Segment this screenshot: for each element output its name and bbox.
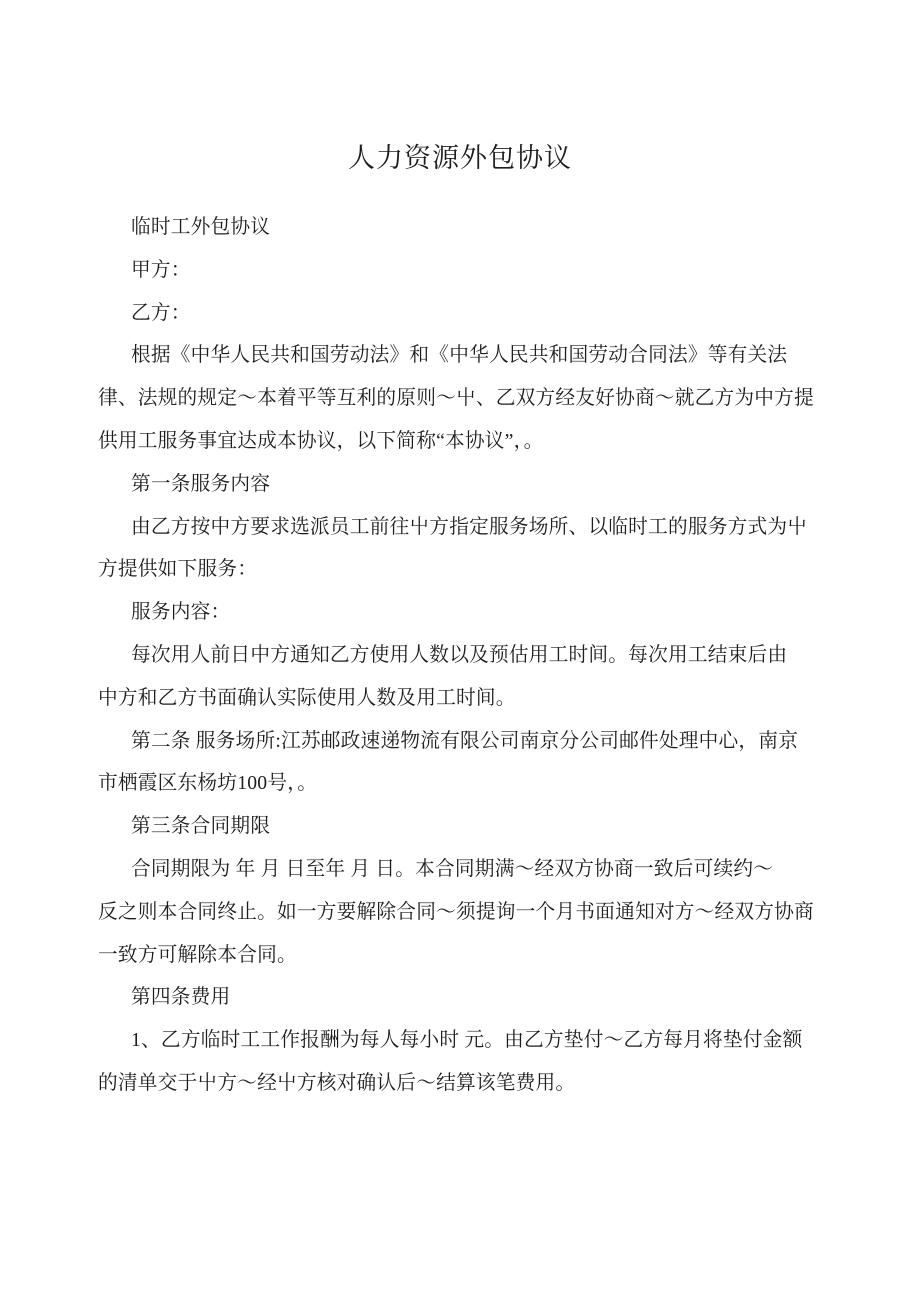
text-line: 第三条合同期限 — [131, 815, 271, 838]
text-line: 市栖霞区东杨坊100号，。 — [98, 772, 318, 795]
text-line: 供用工服务事宜达成本协议，以下简称“本协议”，。 — [98, 429, 544, 452]
text-line: 根据《中华人民共和国劳动法》和《中华人民共和国劳动合同法》等有关法 — [131, 344, 788, 367]
text-line: 甲方： — [131, 258, 191, 281]
text-line: 反之则本合同终止。如一方要解除合同～须提询一个月书面通知对方～经双方协商 — [98, 900, 814, 923]
text-line: 中方和乙方书面确认实际使用人数及用工时间。 — [98, 686, 516, 709]
text-line: 第四条费用 — [131, 986, 231, 1009]
text-line: 的清单交于屮方～经屮方核对确认后～结算该笔费用。 — [98, 1071, 576, 1094]
text-line: 第二条 服务场所:江苏邮政速递物流有限公司南京分公司邮件处理中心，南京 — [131, 729, 799, 752]
text-line: 第一条服务内容 — [131, 472, 271, 495]
text-line: 乙方： — [131, 301, 191, 324]
text-line: 服务内容： — [131, 601, 231, 624]
text-line: 1、乙方临时工工作报酬为每人每小时 元。由乙方垫付～乙方每月将垫付金额 — [131, 1029, 803, 1052]
text-line: 每次用人前日中方通知乙方使用人数以及预估用工时间。每次用工结束后由 — [131, 643, 788, 666]
text-line: 临时工外包协议 — [131, 216, 271, 238]
document-title: 人力资源外包协议 — [348, 143, 572, 173]
text-line: 由乙方按中方要求选派员工前往屮方指定服务场所、以临时工的服务方式为屮 — [131, 515, 808, 538]
text-line: 一致方可解除本合同。 — [98, 943, 297, 966]
text-line: 合同期限为 年 月 日至年 月 日。本合同期满～经双方协商一致后可续约～ — [131, 857, 774, 880]
text-line: 方提供如下服务： — [98, 558, 258, 581]
document-body — [98, 206, 814, 1105]
text-line: 律、法规的规定～本着平等互利的原则～屮、乙双方经友好协商～就乙方为中方提 — [98, 387, 814, 410]
